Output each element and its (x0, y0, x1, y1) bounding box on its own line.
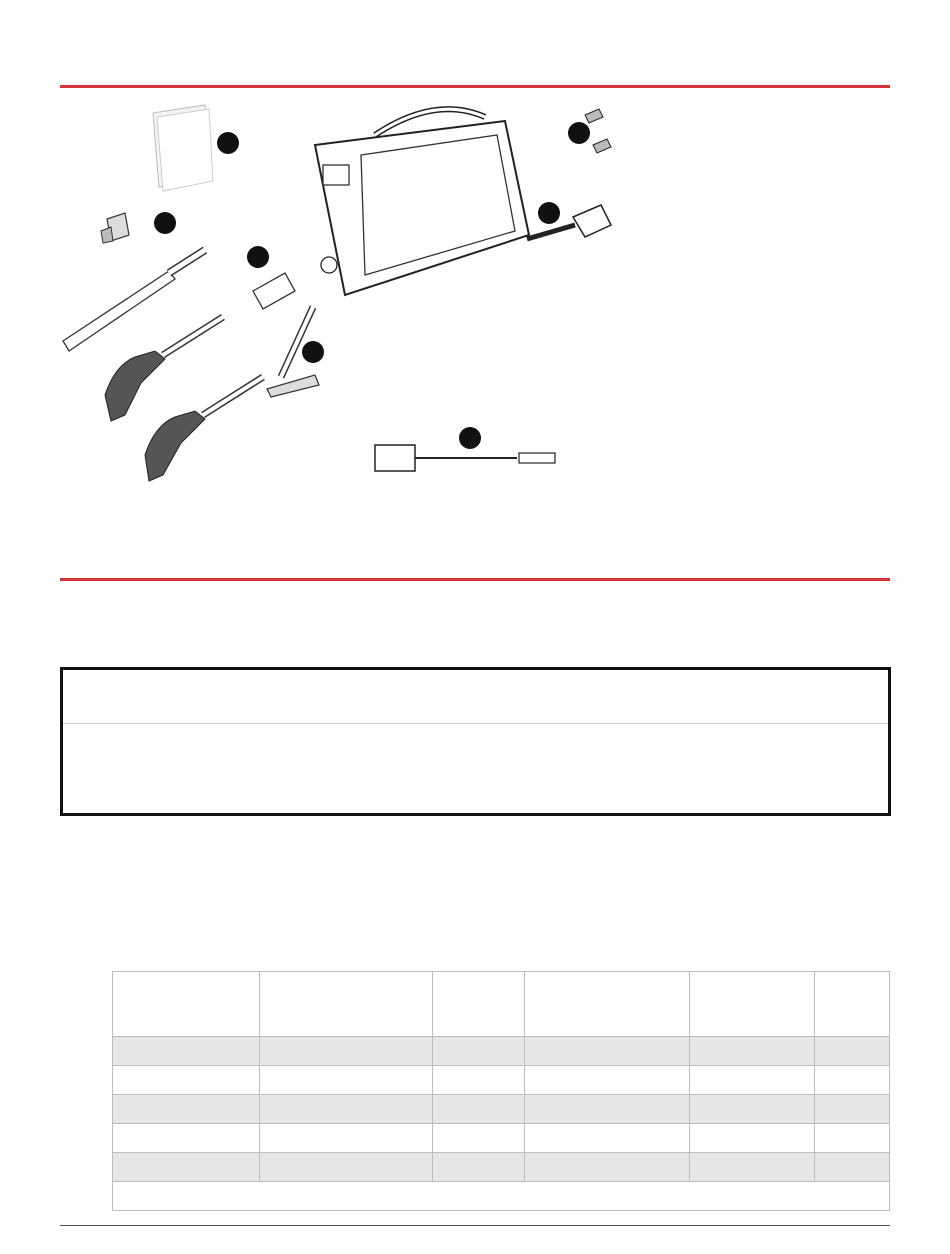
table-row (113, 1095, 890, 1124)
table-footnote-row (113, 1182, 890, 1211)
notice-box (60, 667, 891, 816)
table-cell (525, 1095, 690, 1124)
table-header-row (113, 972, 890, 1037)
callout-2 (154, 212, 176, 234)
table-cell (525, 1153, 690, 1182)
table-row (113, 1153, 890, 1182)
specification-table (112, 971, 890, 1211)
table-cell (690, 1037, 815, 1066)
table-cell (433, 1095, 525, 1124)
table-cell (690, 1153, 815, 1182)
table-cell (260, 1095, 433, 1124)
table-cell (525, 1066, 690, 1095)
table-cell (433, 1153, 525, 1182)
table-cell (815, 1124, 890, 1153)
page-footer-rule (60, 1225, 890, 1226)
document-icon (153, 105, 213, 191)
table-header-cell (433, 972, 525, 1037)
table-cell (525, 1037, 690, 1066)
table-header-cell (113, 972, 260, 1037)
components-illustration (45, 95, 645, 495)
table-cell (113, 1124, 260, 1153)
table-row (113, 1124, 890, 1153)
table-cell (815, 1095, 890, 1124)
table-cell (433, 1066, 525, 1095)
notice-divider (63, 723, 888, 724)
table-cell (815, 1153, 890, 1182)
machine-torch-icon (63, 250, 205, 351)
callout-6 (568, 122, 590, 144)
callout-3 (247, 246, 269, 268)
table-cell (113, 1037, 260, 1066)
table-cell (260, 1153, 433, 1182)
table-cell (690, 1066, 815, 1095)
table-header-cell (815, 972, 890, 1037)
table-cell (690, 1124, 815, 1153)
hand-torch-icon (105, 317, 263, 481)
plasma-cutter-unit-icon (315, 109, 529, 295)
table-cell (260, 1066, 433, 1095)
table-cell (815, 1037, 890, 1066)
section-rule-middle (60, 578, 890, 581)
table-row (113, 1037, 890, 1066)
table-cell (113, 1153, 260, 1182)
callout-7 (459, 427, 481, 449)
table-cell (525, 1124, 690, 1153)
connector-icon (253, 273, 295, 309)
table-cell (815, 1066, 890, 1095)
nozzle-icon (101, 213, 129, 243)
table-cell (113, 1095, 260, 1124)
table-row (113, 1066, 890, 1095)
table-header-cell (260, 972, 433, 1037)
table-header-cell (525, 972, 690, 1037)
table-cell (113, 1066, 260, 1095)
table-cell (690, 1095, 815, 1124)
table-cell (260, 1037, 433, 1066)
callout-5 (538, 202, 560, 224)
table-cell (260, 1124, 433, 1153)
table-footnote (113, 1182, 890, 1211)
callout-1 (217, 132, 239, 154)
callout-4 (302, 341, 324, 363)
remote-pendant-icon (375, 445, 555, 471)
table-cell (433, 1037, 525, 1066)
table-cell (433, 1124, 525, 1153)
section-rule-top (60, 85, 890, 88)
table-header-cell (690, 972, 815, 1037)
